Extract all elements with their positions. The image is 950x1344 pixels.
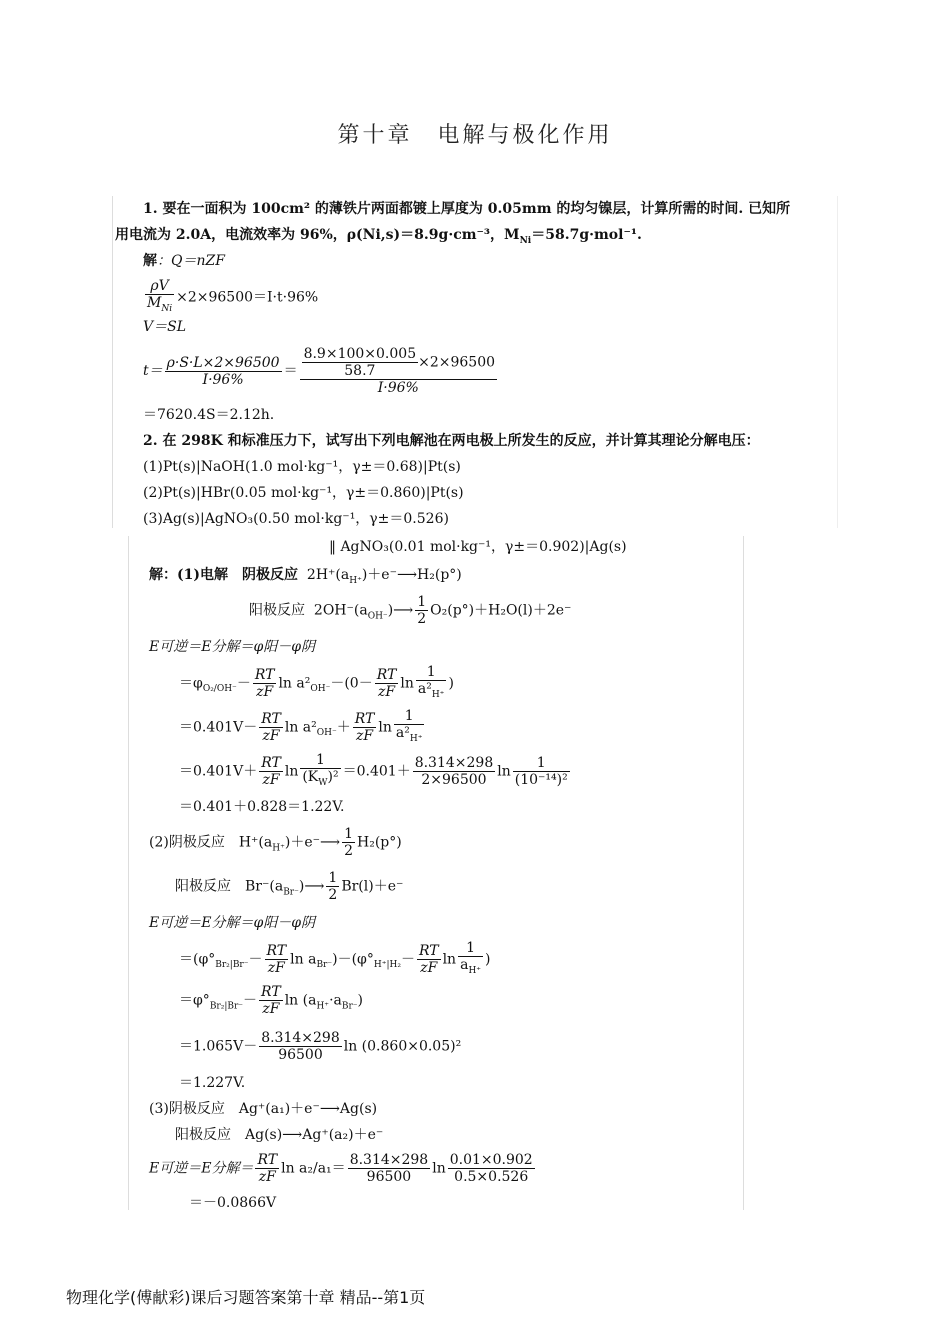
question-2-cell-2: (2)Pt(s)|HBr(0.05 mol·kg⁻¹，γ±＝0.860)|Pt(s)	[143, 485, 464, 501]
solution-2-1-eq-4: ＝0.401V＋ $\frac{RT}{zF}$ ln $\frac{1}{(K_W)^2}$ ＝0.401＋ $\frac{8.314\times 298}{2\times 96500}$ ln $\frac{1}{\text{(10⁻¹⁴)²}}$	[179, 752, 568, 788]
question-2-cell-3: (3)Ag(s)|AgNO₃(0.50 mol·kg⁻¹，γ±＝0.526)	[143, 511, 449, 527]
solution-2-2-eq-2: $=(\varphi^\circ_{Br_2|Br^-}-$ $\frac{RT}{zF}$ $\ln a_{Br^-})-(\varphi^\circ_{H^+|H_2}-$ $\frac{RT}{zF}$ ln $\frac{1}{a_{H^+}}$ )	[179, 940, 491, 976]
page-footer: 物理化学(傅献彩)课后习题答案第十章 精品--第1页	[66, 1288, 426, 1307]
solution-2-2-result: ＝1.227V.	[179, 1075, 246, 1091]
solution-2-1-cathode: 解：(1)电解 阴极反应 $2H^+(a_{H^+})+e^-⟶H_2(p^\circ)$	[149, 567, 462, 586]
question-1-line-1: 1. 要在一面积为 100cm² 的薄铁片两面都镀上厚度为 0.05mm 的均匀镍层，计算所需的时间. 已知所	[143, 201, 791, 217]
scan-image-2	[128, 536, 744, 1210]
solution-2-3-cathode: (3)阴极反应 Ag⁺(a₁)＋e⁻⟶Ag(s)	[149, 1101, 378, 1117]
solution-2-1-eq-2: $=\varphi_{O_2/OH^-}-$ $\frac{RT}{zF}$ $\ln a^2_{OH^-}-(0-$ $\frac{RT}{zF}$ ln $\frac{1}{a^2_{H^+}}$ )	[179, 664, 454, 700]
solution-2-3-result: ＝－0.0866V	[189, 1195, 277, 1211]
solution-2-2-anode: 阳极反应 $Br^-(a_{Br^-})⟶$ $\frac{1}{2}$ Br(l)＋e⁻	[175, 870, 404, 903]
scan-image-1	[112, 196, 838, 528]
page-title: 第十章 电解与极化作用	[337, 123, 613, 148]
solution-2-1-result: ＝0.401＋0.828＝1.22V.	[179, 799, 345, 815]
question-1-line-2: 用电流为 2.0A，电流效率为 96%，ρ(Ni,s)＝8.9g·cm⁻³，$M_{Ni}=58.7g\cdot mol^{-1}$.	[115, 227, 642, 246]
solution-1-eq-4: t＝ $\frac{\rho\cdot S\cdot L\times 2\times 96500}{I\cdot 96\%}$ ＝ $\frac{8.9\times 100\times 0.005}{58.7}$ ×2×96500 I·96%	[143, 346, 496, 396]
question-2-cell-3-cont: ‖ AgNO₃(0.01 mol·kg⁻¹，γ±＝0.902)|Ag(s)	[329, 539, 627, 555]
solution-2-3-eq-1: E可逆＝E分解＝ $\frac{RT}{zF}$ ln a₂/a₁＝ $\frac{8.314\times 298}{96500}$ ln $\frac{0.01\times 0.902}{0.5\times 0.526}$	[149, 1152, 533, 1185]
question-2-line-1: 2. 在 298K 和标准压力下，试写出下列电解池在两电极上所发生的反应，并计算其理论分解电压：	[143, 433, 760, 449]
solution-1-result: ＝7620.4S＝2.12h.	[143, 407, 275, 423]
solution-1-eq-1: 解：Q＝nZF	[143, 253, 225, 269]
solution-2-3-anode: 阳极反应 Ag(s)⟶Ag⁺(a₂)＋e⁻	[175, 1127, 384, 1143]
question-2-cell-1: (1)Pt(s)|NaOH(1.0 mol·kg⁻¹，γ±＝0.68)|Pt(s)	[143, 459, 461, 475]
solution-1-eq-2: $\frac{\rho V}{M_{Ni}}$ ×2×96500＝I·t·96%	[147, 278, 319, 314]
solution-2-2-eq-3: $=\varphi^\circ_{Br_2|Br^-}-$ $\frac{RT}{zF}$ $\ln (a_{H^+}\cdot a_{Br^-})$	[179, 984, 363, 1017]
solution-2-2-eq-4: ＝1.065V－ $\frac{8.314\times 298}{96500}$ ln (0.860×0.05)²	[179, 1030, 462, 1063]
solution-2-1-eq-3: ＝0.401V－ $\frac{RT}{zF}$ $\ln a^2_{OH^-}+$ $\frac{RT}{zF}$ ln $\frac{1}{a^2_{H^+}}$	[179, 708, 423, 744]
solution-2-2-eq-1: E可逆＝E分解＝φ阳－φ阴	[149, 915, 316, 931]
solution-1-eq-3: V＝SL	[143, 319, 186, 335]
solution-2-1-anode: 阳极反应 $2OH^-(a_{OH^-})⟶$ $\frac{1}{2}$ O₂(p°)＋H₂O(l)＋2e⁻	[249, 594, 572, 627]
solution-2-1-eq-1: E可逆＝E分解＝φ阳－φ阴	[149, 639, 316, 655]
solution-2-2-cathode: (2)阴极反应 $H^+(a_{H^+})+e^-⟶$ $\frac{1}{2}$ H₂(p°)	[149, 826, 402, 859]
